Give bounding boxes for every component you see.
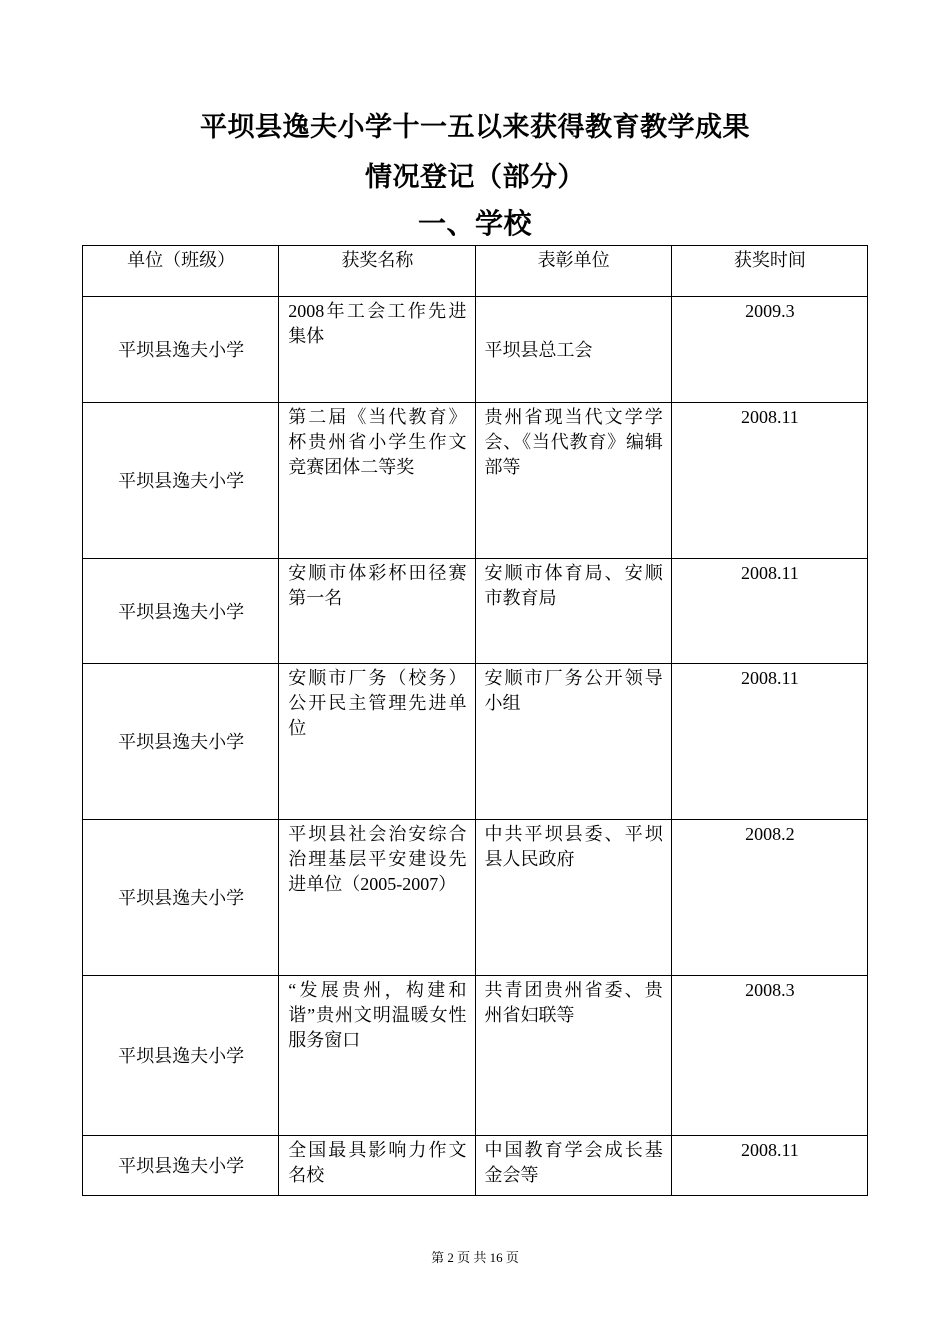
table-row bbox=[83, 297, 868, 403]
document-title: 平坝县逸夫小学十一五以来获得教育教学成果 bbox=[200, 112, 750, 143]
cell-unit: 平坝县逸夫小学 bbox=[83, 976, 279, 1136]
page-number: 第 2 页 共 16 页 bbox=[431, 1250, 519, 1265]
cell-unit: 平坝县逸夫小学 bbox=[83, 297, 279, 403]
table-row bbox=[83, 664, 868, 820]
header-award: 获奖名称 bbox=[279, 246, 475, 297]
cell-issuer: 中共平坝县委、平坝县人民政府 bbox=[475, 820, 671, 976]
header-issuer: 表彰单位 bbox=[475, 246, 671, 297]
table-header-row bbox=[83, 246, 868, 297]
cell-unit: 平坝县逸夫小学 bbox=[83, 403, 279, 559]
cell-time: 2008.11 bbox=[671, 1136, 867, 1196]
table-row bbox=[83, 403, 868, 559]
section-heading: 一、学校 bbox=[417, 207, 532, 240]
header-time: 获奖时间 bbox=[671, 246, 867, 297]
cell-issuer: 安顺市体育局、安顺市教育局 bbox=[475, 559, 671, 664]
table-row bbox=[83, 1136, 868, 1196]
cell-time: 2008.3 bbox=[671, 976, 867, 1136]
cell-unit: 平坝县逸夫小学 bbox=[83, 1136, 279, 1196]
cell-time: 2008.11 bbox=[671, 664, 867, 820]
cell-time: 2008.11 bbox=[671, 403, 867, 559]
header-unit: 单位（班级） bbox=[83, 246, 279, 297]
cell-issuer: 中国教育学会成长基金会等 bbox=[475, 1136, 671, 1196]
cell-award: 2008年工会工作先进集体 bbox=[279, 297, 475, 403]
cell-issuer: 贵州省现当代文学学会、《当代教育》编辑部等 bbox=[475, 403, 671, 559]
cell-time: 2008.2 bbox=[671, 820, 867, 976]
cell-award: “发展贵州，构建和谐”贵州文明温暖女性服务窗口 bbox=[279, 976, 475, 1136]
table-row bbox=[83, 559, 868, 664]
cell-award: 平坝县社会治安综合治理基层平安建设先进单位（2005-2007） bbox=[279, 820, 475, 976]
cell-award: 安顺市体彩杯田径赛第一名 bbox=[279, 559, 475, 664]
cell-issuer: 平坝县总工会 bbox=[475, 297, 671, 403]
cell-award: 全国最具影响力作文名校 bbox=[279, 1136, 475, 1196]
cell-unit: 平坝县逸夫小学 bbox=[83, 820, 279, 976]
table-row bbox=[83, 976, 868, 1136]
cell-award: 第二届《当代教育》杯贵州省小学生作文竞赛团体二等奖 bbox=[279, 403, 475, 559]
cell-issuer: 共青团贵州省委、贵州省妇联等 bbox=[475, 976, 671, 1136]
awards-table bbox=[82, 245, 868, 1196]
table-row bbox=[83, 820, 868, 976]
cell-award: 安顺市厂务（校务）公开民主管理先进单位 bbox=[279, 664, 475, 820]
cell-unit: 平坝县逸夫小学 bbox=[83, 664, 279, 820]
cell-time: 2009.3 bbox=[671, 297, 867, 403]
cell-unit: 平坝县逸夫小学 bbox=[83, 559, 279, 664]
cell-issuer: 安顺市厂务公开领导小组 bbox=[475, 664, 671, 820]
document-subtitle: 情况登记（部分） bbox=[365, 162, 585, 193]
cell-time: 2008.11 bbox=[671, 559, 867, 664]
